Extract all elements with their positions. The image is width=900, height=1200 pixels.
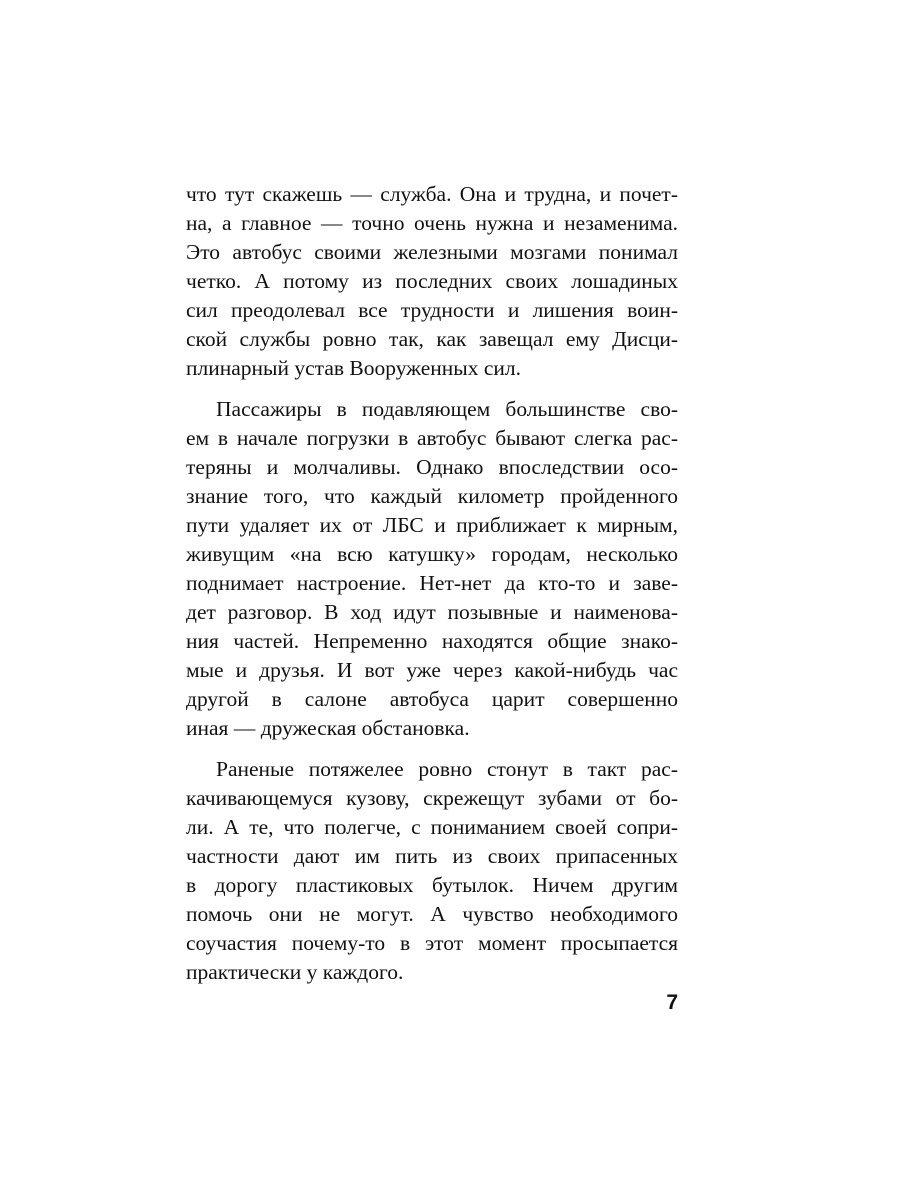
text-line: поднимает настроение. Нет-нет да кто-то и заве- — [186, 571, 678, 595]
page-number: 7 — [666, 991, 678, 1014]
text-line: знание того, что каждый километр пройденного — [186, 484, 678, 508]
paragraph — [186, 180, 678, 383]
text-line: другой в салоне автобуса царит совершенно — [186, 687, 678, 711]
text-line: соучастия почему-то в этот момент просыпается — [186, 931, 678, 955]
text-line: плинарный устав Вооруженных сил. — [186, 356, 522, 380]
paragraph-gap — [186, 743, 678, 755]
body-text — [186, 180, 678, 987]
text-line: четко. А потому из последних своих лошадиных — [186, 269, 678, 293]
text-line: ской службы ровно так, как завещал ему Дисци- — [186, 327, 678, 351]
text-line: на, а главное — точно очень нужна и незаменима. — [186, 211, 678, 235]
text-line: помочь они не могут. А чувство необходимого — [186, 902, 678, 926]
text-line: ния частей. Непременно находятся общие знако- — [186, 629, 678, 653]
text-line: качивающемуся кузову, скрежещут зубами от бо- — [186, 786, 678, 810]
text-line: Это автобус своими железными мозгами понимал — [186, 240, 678, 264]
text-line: Раненые потяжелее ровно стонут в такт рас- — [216, 757, 678, 781]
text-line: иная — дружеская обстановка. — [186, 716, 470, 740]
text-line: теряны и молчаливы. Однако впоследствии осо- — [186, 455, 678, 479]
text-line: частности дают им пить из своих припасенных — [186, 844, 678, 868]
text-line: практически у каждого. — [186, 960, 404, 984]
text-line: что тут скажешь — служба. Она и трудна, и почет- — [186, 182, 678, 206]
text-line: сил преодолевал все трудности и лишения воин- — [186, 298, 678, 322]
text-line: ли. А те, что полегче, с пониманием своей сопри- — [186, 815, 678, 839]
paragraph-gap — [186, 383, 678, 395]
paragraph — [186, 395, 678, 743]
text-line: мые и друзья. И вот уже через какой-нибудь час — [186, 658, 678, 682]
text-line: пути удаляет их от ЛБС и приближает к мирным, — [186, 513, 678, 537]
text-line: Пассажиры в подавляющем большинстве сво- — [216, 397, 678, 421]
text-line: ем в начале погрузки в автобус бывают слегка рас- — [186, 426, 678, 450]
paragraph — [186, 755, 678, 987]
text-line: живущим «на всю катушку» городам, несколько — [186, 542, 678, 566]
text-line: дет разговор. В ход идут позывные и наименова- — [186, 600, 678, 624]
text-line: в дорогу пластиковых бутылок. Ничем другим — [186, 873, 678, 897]
